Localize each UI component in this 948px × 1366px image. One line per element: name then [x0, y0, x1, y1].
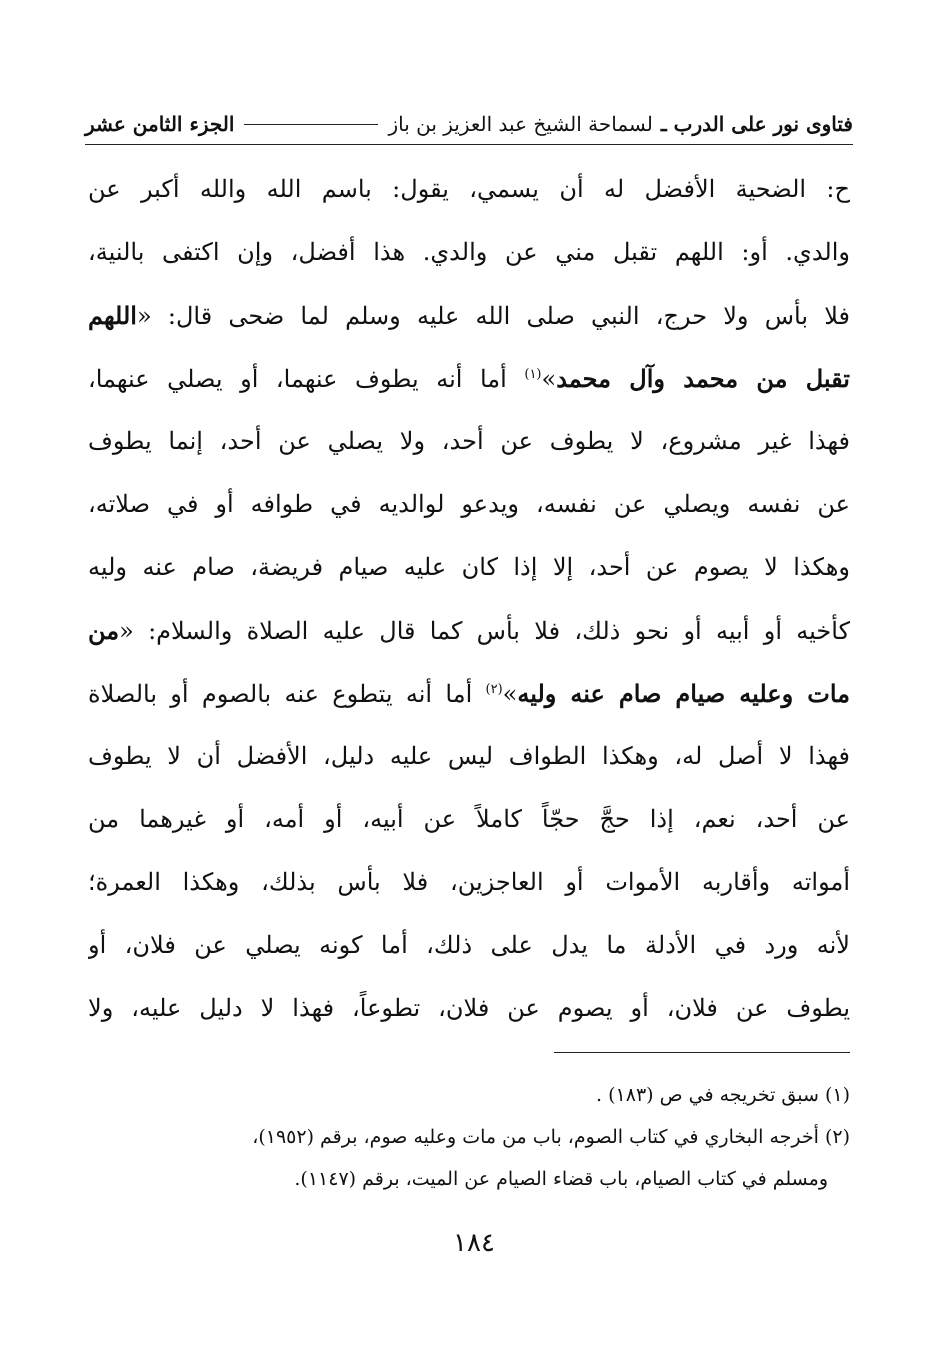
page-number: ١٨٤ [453, 1228, 495, 1258]
footnote-ref: (٢) [485, 682, 503, 697]
footnote-separator [554, 1052, 850, 1053]
text-line: لأنه ورد في الأدلة ما يدل على ذلك، أما كونه يصلي عن فلان، أو [88, 931, 850, 959]
author-name: لسماحة الشيخ عبد العزيز بن باز [388, 112, 653, 136]
text-line: كأخيه أو أبيه أو نحو ذلك، فلا بأس كما قال عليه الصلاة والسلام: «من [88, 616, 850, 645]
text-line: فهذا لا أصل له، وهكذا الطواف ليس عليه دليل، الأفضل أن لا يطوف [88, 742, 850, 770]
footnote-2-continued: ومسلم في كتاب الصيام، باب قضاء الصيام عن الميت، برقم (١١٤٧). [294, 1168, 828, 1190]
text-line: يطوف عن فلان، أو يصوم عن فلان، تطوعاً، فهذا لا دليل عليه، ولا [88, 994, 850, 1022]
book-title: فتاوى نور على الدرب ـ [660, 112, 853, 136]
text-line: أمواته وأقاربه الأموات أو العاجزين، فلا بأس بذلك، وهكذا العمرة؛ [88, 868, 850, 896]
hadith-quote: اللهم [88, 301, 137, 330]
hadith-quote: مات وعليه صيام صام عنه وليه [517, 679, 850, 708]
header-rule [244, 124, 378, 125]
text-line: فهذا غير مشروع، لا يطوف عن أحد، ولا يصلي عن أحد، إنما يطوف [88, 427, 850, 455]
text-line: فلا بأس ولا حرج، النبي صلى الله عليه وسلم لما ضحى قال: «اللهم [88, 301, 850, 330]
text-line: عن أحد، نعم، إذا حجَّ حجّاً كاملاً عن أبيه، أو أمه، أو غيرهما من [88, 805, 850, 833]
hadith-quote: تقبل من محمد وآل محمد [556, 364, 850, 393]
volume-part: الجزء الثامن عشر [85, 112, 235, 136]
hadith-quote: من [88, 616, 120, 645]
text-line: والدي. أو: اللهم تقبل مني عن والدي. هذا أفضل، وإن اكتفى بالنية، [88, 238, 850, 266]
text-line: مات وعليه صيام صام عنه وليه»$^{(٢)}$ أما أنه يتطوع عنه بالصوم أو بالصلاة [88, 679, 850, 708]
text-line: عن نفسه ويصلي عن نفسه، ويدعو لوالديه في طوافه أو في صلاته، [88, 490, 850, 518]
text-line: تقبل من محمد وآل محمد»$^{(١)}$ أما أنه يطوف عنهما، أو يصلي عنهما، [88, 364, 850, 393]
footnote-ref: (١) [524, 367, 542, 382]
footnote-2: (٢) أخرجه البخاري في كتاب الصوم، باب من مات وعليه صوم، برقم (١٩٥٢)، [252, 1126, 850, 1148]
footnote-1: (١) سبق تخريجه في ص (١٨٣) . [596, 1084, 850, 1106]
running-header [85, 104, 853, 145]
text-line: وهكذا لا يصوم عن أحد، إلا إذا كان عليه صيام فريضة، صام عنه وليه [88, 553, 850, 581]
body-text [88, 158, 850, 1040]
footnotes [80, 1074, 850, 1200]
text-line: ح: الضحية الأفضل له أن يسمي، يقول: باسم الله والله أكبر عن [88, 175, 850, 203]
